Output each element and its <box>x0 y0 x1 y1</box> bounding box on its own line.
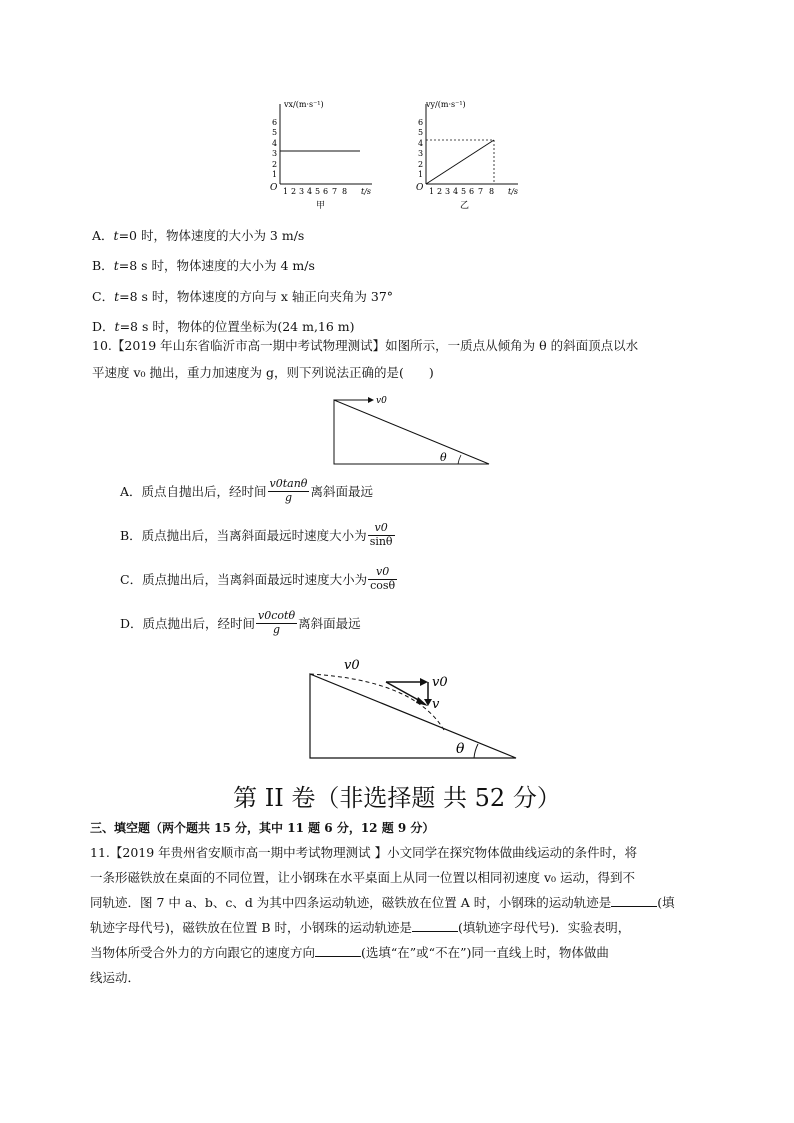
answer-blank-1[interactable] <box>611 894 657 907</box>
xtick: 4 <box>453 187 459 196</box>
v0-arrow-head <box>368 397 374 403</box>
q10-incline-figure <box>326 394 496 470</box>
graph-left-yticks <box>272 118 277 179</box>
section2-title: 第 II 卷（非选择题 共 52 分） <box>233 784 561 812</box>
option-letter: B． <box>92 258 114 273</box>
graph-left-xlabel: t/s <box>361 187 372 196</box>
xtick: 5 <box>461 187 467 196</box>
fig2-v0-side-label: v0 <box>432 675 448 690</box>
q9-option-c <box>92 287 393 305</box>
option-text: =8 s 时，物体速度的方向与 x 轴正向夹角为 37° <box>119 289 394 304</box>
fraction <box>368 522 395 548</box>
v0-vector-head <box>420 678 428 686</box>
frac-num: v0tanθ <box>269 477 308 490</box>
frac-num: v0 <box>368 522 395 536</box>
graph-left-origin: O <box>270 183 278 193</box>
q10-trajectory-figure <box>304 652 524 764</box>
q10-option-c <box>120 566 398 592</box>
fig2-v-label: v <box>432 697 440 712</box>
xtick: 6 <box>323 187 329 196</box>
ytick: 4 <box>418 139 424 148</box>
theta-arc <box>458 455 461 464</box>
xtick: 3 <box>299 187 305 196</box>
frac-den: sinθ <box>369 534 393 548</box>
graph-right-caption: 乙 <box>460 201 470 211</box>
ytick: 3 <box>272 149 278 158</box>
q11-line3a: 同轨迹．图 7 中 a、b、c、d 为其中四条运动轨迹，磁铁放在位置 A 时，小钢珠的运动轨迹是 <box>90 895 612 910</box>
q11-line6: 线运动． <box>90 970 141 985</box>
frac-num: v0cotθ <box>258 609 296 622</box>
ytick: 6 <box>418 118 424 127</box>
theta-arc-2 <box>474 744 478 758</box>
option-var: t <box>113 228 119 243</box>
incline-triangle-2 <box>310 674 516 758</box>
q11-line4b: (填轨迹字母代号)．实验表明， <box>458 920 631 935</box>
option-pre: A．质点自抛出后，经时间 <box>120 484 267 500</box>
graph-right-ylabel: vy/(m·s⁻¹) <box>426 100 466 109</box>
ytick: 4 <box>272 139 278 148</box>
ytick: 1 <box>272 170 278 179</box>
graph-right-yticks <box>418 118 423 179</box>
fig1-v0-label: v0 <box>376 396 387 406</box>
ytick: 2 <box>272 160 278 169</box>
q11-line4a: 轨迹字母代号)，磁铁放在位置 B 时，小钢珠的运动轨迹是 <box>90 920 413 935</box>
option-pre: D．质点抛出后，经时间 <box>120 616 256 632</box>
xtick: 1 <box>429 187 435 196</box>
graph-right-xlabel: t/s <box>508 187 519 196</box>
xtick: 7 <box>478 187 484 196</box>
graph-right-origin: O <box>416 183 424 193</box>
q11-line2: 一条形磁铁放在桌面的不同位置，让小钢珠在水平桌面上从同一位置以相同初速度 v₀ 运动，得到不 <box>90 870 636 885</box>
graph-right-xticks <box>429 187 494 196</box>
q9-option-b <box>92 256 315 274</box>
answer-blank-3[interactable] <box>315 944 361 957</box>
xtick: 6 <box>469 187 475 196</box>
option-text: =0 时，物体速度的大小为 3 m/s <box>118 228 305 243</box>
option-post: 离斜面最远 <box>298 616 361 632</box>
q10-option-a <box>120 478 373 504</box>
xtick: 1 <box>283 187 289 196</box>
frac-den: cosθ <box>370 578 396 592</box>
xtick: 5 <box>315 187 321 196</box>
xtick: 8 <box>342 187 348 196</box>
graph-left-ylabel: vx/(m·s⁻¹) <box>284 100 324 109</box>
fraction <box>268 478 310 504</box>
q11-line4 <box>90 918 630 936</box>
q11-line5a: 当物体所受合外力的方向跟它的速度方向 <box>90 945 316 960</box>
fig1-theta-label: θ <box>440 451 447 464</box>
incline-triangle <box>334 400 489 464</box>
option-var: t <box>113 258 119 273</box>
option-var: t <box>114 319 120 334</box>
ytick: 5 <box>272 128 278 137</box>
v-vector <box>386 682 422 702</box>
graph-vx-t <box>262 96 382 212</box>
q10-option-b <box>120 522 396 548</box>
option-var: t <box>114 289 120 304</box>
option-post: 离斜面最远 <box>310 484 373 500</box>
xtick: 8 <box>489 187 495 196</box>
q10-stem-line2: 平速度 v₀ 抛出，重力加速度为 g，则下列说法正确的是( ) <box>92 365 434 380</box>
frac-den: g <box>273 622 281 636</box>
ytick: 3 <box>418 149 424 158</box>
ytick: 6 <box>272 118 278 127</box>
frac-den: g <box>284 490 292 504</box>
fraction <box>368 566 397 592</box>
q10-stem-line1: 10.【2019 年山东省临沂市高一期中考试物理测试】如图所示，一质点从倾角为 θ 的斜面顶点以水 <box>92 338 639 353</box>
xtick: 7 <box>332 187 338 196</box>
q11-line3 <box>90 893 675 911</box>
ytick: 2 <box>418 160 424 169</box>
ytick: 5 <box>418 128 424 137</box>
xtick: 2 <box>291 187 297 196</box>
q11-line5 <box>90 943 609 961</box>
ytick: 1 <box>418 170 424 179</box>
graph-left-xticks <box>283 187 347 196</box>
answer-blank-2[interactable] <box>412 919 458 932</box>
q11-line1: 11.【2019 年贵州省安顺市高一期中考试物理测试 】小文同学在探究物体做曲线运动的条件时，将 <box>90 845 638 860</box>
xtick: 4 <box>307 187 313 196</box>
option-letter: D． <box>92 319 115 334</box>
fraction <box>256 610 297 636</box>
xtick: 2 <box>437 187 443 196</box>
q11-line5b: (选填“在”或“不在”)同一直线上时，物体做曲 <box>361 945 609 960</box>
option-letter: A． <box>92 228 114 243</box>
graph-right-line <box>426 140 494 184</box>
q10-option-d <box>120 610 361 636</box>
frac-num: v0 <box>368 566 397 580</box>
fig2-theta-label: θ <box>456 741 465 757</box>
graph-left-caption: 甲 <box>316 201 326 211</box>
q11-line3b: (填 <box>657 895 675 910</box>
option-pre: B．质点抛出后，当离斜面最远时速度大小为 <box>120 528 367 544</box>
q9-option-d <box>92 317 355 335</box>
option-pre: C．质点抛出后，当离斜面最远时速度大小为 <box>120 572 368 588</box>
fig2-v0-top-label: v0 <box>344 658 360 673</box>
option-letter: C． <box>92 289 115 304</box>
option-text: =8 s 时，物体速度的大小为 4 m/s <box>118 258 315 273</box>
option-text: =8 s 时，物体的位置坐标为(24 m,16 m) <box>119 319 355 334</box>
graph-vy-t <box>414 96 534 212</box>
section3-heading: 三、填空题（两个题共 15 分，其中 11 题 6 分，12 题 9 分） <box>90 821 435 835</box>
xtick: 3 <box>445 187 451 196</box>
q9-option-a <box>92 226 304 244</box>
